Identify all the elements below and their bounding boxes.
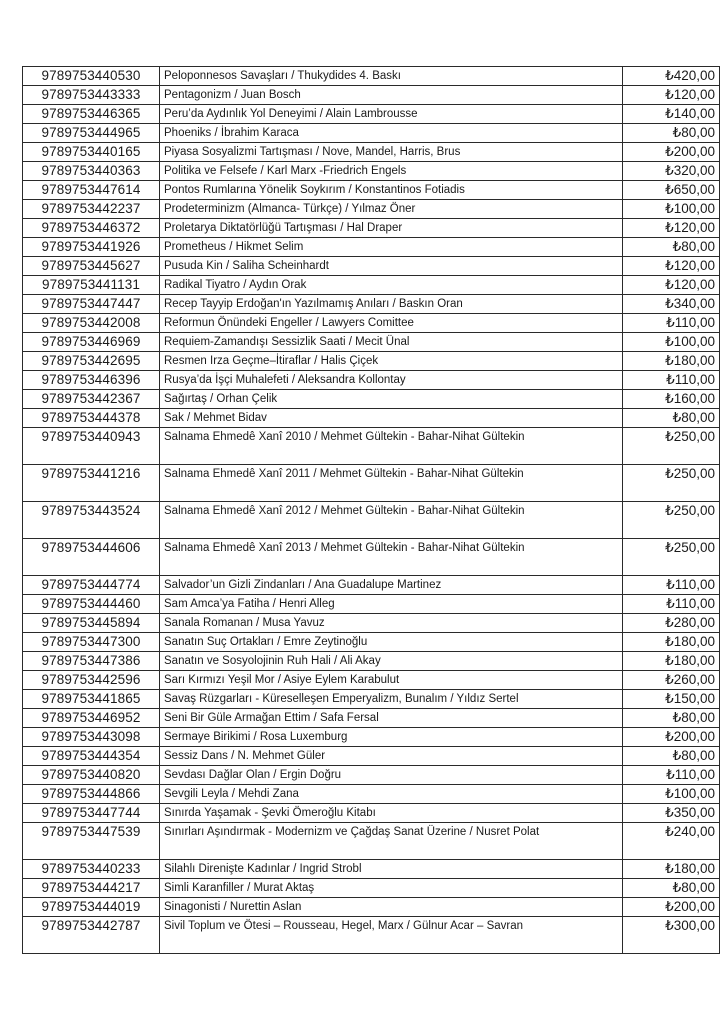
isbn-cell: 9789753447300 xyxy=(23,633,160,652)
book-price-table xyxy=(22,66,720,954)
price-cell: ₺340,00 xyxy=(623,295,720,314)
isbn-cell: 9789753441926 xyxy=(23,238,160,257)
table-row xyxy=(23,690,720,709)
isbn-cell: 9789753444774 xyxy=(23,576,160,595)
table-row xyxy=(23,409,720,428)
price-cell: ₺180,00 xyxy=(623,633,720,652)
title-author-cell: Phoeniks / İbrahim Karaca xyxy=(160,124,623,143)
price-cell: ₺180,00 xyxy=(623,352,720,371)
table-row xyxy=(23,276,720,295)
table-row xyxy=(23,633,720,652)
isbn-cell: 9789753444019 xyxy=(23,898,160,917)
title-author-cell: Piyasa Sosyalizmi Tartışması / Nove, Mandel, Harris, Brus xyxy=(160,143,623,162)
isbn-cell: 9789753446969 xyxy=(23,333,160,352)
title-author-cell: Simli Karanfiller / Murat Aktaş xyxy=(160,879,623,898)
isbn-cell: 9789753446396 xyxy=(23,371,160,390)
isbn-cell: 9789753444866 xyxy=(23,785,160,804)
table-row xyxy=(23,200,720,219)
table-row xyxy=(23,67,720,86)
price-cell: ₺120,00 xyxy=(623,219,720,238)
isbn-cell: 9789753445894 xyxy=(23,614,160,633)
price-cell: ₺80,00 xyxy=(623,747,720,766)
price-cell: ₺240,00 xyxy=(623,823,720,860)
isbn-cell: 9789753447447 xyxy=(23,295,160,314)
title-author-cell: Sanala Romanan / Musa Yavuz xyxy=(160,614,623,633)
title-author-cell: Sivil Toplum ve Ötesi – Rousseau, Hegel, Marx / Gülnur Acar – Savran xyxy=(160,917,623,954)
table-row xyxy=(23,785,720,804)
title-author-cell: Recep Tayyip Erdoğan'ın Yazılmamış Anıları / Baskın Oran xyxy=(160,295,623,314)
price-cell: ₺100,00 xyxy=(623,200,720,219)
price-cell: ₺250,00 xyxy=(623,539,720,576)
title-author-cell: Sağırtaş / Orhan Çelik xyxy=(160,390,623,409)
isbn-cell: 9789753446365 xyxy=(23,105,160,124)
title-author-cell: Sınırda Yaşamak - Şevki Ömeroğlu Kitabı xyxy=(160,804,623,823)
table-row xyxy=(23,371,720,390)
isbn-cell: 9789753446372 xyxy=(23,219,160,238)
title-author-cell: Sinagonisti / Nurettin Aslan xyxy=(160,898,623,917)
isbn-cell: 9789753441216 xyxy=(23,465,160,502)
table-row xyxy=(23,428,720,465)
price-cell: ₺110,00 xyxy=(623,576,720,595)
isbn-cell: 9789753440820 xyxy=(23,766,160,785)
title-author-cell: Resmen Irza Geçme–İtiraflar / Halis Çiçek xyxy=(160,352,623,371)
title-author-cell: Savaş Rüzgarları - Küreselleşen Emperyalizm, Bunalım / Yıldız Sertel xyxy=(160,690,623,709)
title-author-cell: Politika ve Felsefe / Karl Marx -Friedrich Engels xyxy=(160,162,623,181)
price-cell: ₺300,00 xyxy=(623,917,720,954)
title-author-cell: Seni Bir Güle Armağan Ettim / Safa Fersal xyxy=(160,709,623,728)
price-cell: ₺100,00 xyxy=(623,785,720,804)
price-cell: ₺650,00 xyxy=(623,181,720,200)
price-cell: ₺80,00 xyxy=(623,409,720,428)
title-author-cell: Sessiz Dans / N. Mehmet Güler xyxy=(160,747,623,766)
price-cell: ₺200,00 xyxy=(623,728,720,747)
table-row xyxy=(23,671,720,690)
price-cell: ₺200,00 xyxy=(623,143,720,162)
title-author-cell: Salnama Ehmedê Xanî 2013 / Mehmet Gültekin - Bahar-Nihat Gültekin xyxy=(160,539,623,576)
isbn-cell: 9789753442367 xyxy=(23,390,160,409)
price-cell: ₺350,00 xyxy=(623,804,720,823)
table-row xyxy=(23,709,720,728)
title-author-cell: Prometheus / Hikmet Selim xyxy=(160,238,623,257)
price-cell: ₺250,00 xyxy=(623,428,720,465)
title-author-cell: Sınırları Aşındırmak - Modernizm ve Çağdaş Sanat Üzerine / Nusret Polat xyxy=(160,823,623,860)
isbn-cell: 9789753440530 xyxy=(23,67,160,86)
title-author-cell: Pentagonizm / Juan Bosch xyxy=(160,86,623,105)
isbn-cell: 9789753447539 xyxy=(23,823,160,860)
isbn-cell: 9789753442695 xyxy=(23,352,160,371)
price-cell: ₺110,00 xyxy=(623,371,720,390)
isbn-cell: 9789753447386 xyxy=(23,652,160,671)
table-row xyxy=(23,728,720,747)
title-author-cell: Sam Amca’ya Fatiha / Henri Alleg xyxy=(160,595,623,614)
table-row xyxy=(23,314,720,333)
isbn-cell: 9789753444217 xyxy=(23,879,160,898)
price-cell: ₺250,00 xyxy=(623,465,720,502)
table-row xyxy=(23,898,720,917)
table-row xyxy=(23,162,720,181)
isbn-cell: 9789753443098 xyxy=(23,728,160,747)
title-author-cell: Silahlı Direnişte Kadınlar / Ingrid Strobl xyxy=(160,860,623,879)
isbn-cell: 9789753440165 xyxy=(23,143,160,162)
title-author-cell: Peru’da Aydınlık Yol Deneyimi / Alain Lambrousse xyxy=(160,105,623,124)
title-author-cell: Sermaye Birikimi / Rosa Luxemburg xyxy=(160,728,623,747)
price-cell: ₺140,00 xyxy=(623,105,720,124)
title-author-cell: Peloponnesos Savaşları / Thukydides 4. Baskı xyxy=(160,67,623,86)
title-author-cell: Proletarya Diktatörlüğü Tartışması / Hal Draper xyxy=(160,219,623,238)
table-row xyxy=(23,804,720,823)
title-author-cell: Radikal Tiyatro / Aydın Orak xyxy=(160,276,623,295)
isbn-cell: 9789753444460 xyxy=(23,595,160,614)
table-row xyxy=(23,502,720,539)
isbn-cell: 9789753440233 xyxy=(23,860,160,879)
price-cell: ₺260,00 xyxy=(623,671,720,690)
table-row xyxy=(23,390,720,409)
table-row xyxy=(23,747,720,766)
table-row xyxy=(23,917,720,954)
price-cell: ₺80,00 xyxy=(623,709,720,728)
isbn-cell: 9789753442787 xyxy=(23,917,160,954)
title-author-cell: Sak / Mehmet Bidav xyxy=(160,409,623,428)
table-row xyxy=(23,576,720,595)
table-row xyxy=(23,539,720,576)
isbn-cell: 9789753444965 xyxy=(23,124,160,143)
isbn-cell: 9789753442596 xyxy=(23,671,160,690)
title-author-cell: Requiem-Zamandışı Sessizlik Saati / Mecit Ünal xyxy=(160,333,623,352)
price-cell: ₺250,00 xyxy=(623,502,720,539)
price-cell: ₺200,00 xyxy=(623,898,720,917)
table-row xyxy=(23,181,720,200)
table-row xyxy=(23,860,720,879)
table-row xyxy=(23,86,720,105)
price-cell: ₺110,00 xyxy=(623,314,720,333)
title-author-cell: Pontos Rumlarına Yönelik Soykırım / Konstantinos Fotiadis xyxy=(160,181,623,200)
table-body xyxy=(23,67,720,954)
isbn-cell: 9789753447614 xyxy=(23,181,160,200)
title-author-cell: Prodeterminizm (Almanca- Türkçe) / Yılmaz Öner xyxy=(160,200,623,219)
title-author-cell: Salnama Ehmedê Xanî 2010 / Mehmet Gültekin - Bahar-Nihat Gültekin xyxy=(160,428,623,465)
table-row xyxy=(23,105,720,124)
isbn-cell: 9789753443524 xyxy=(23,502,160,539)
price-cell: ₺120,00 xyxy=(623,276,720,295)
title-author-cell: Reformun Önündeki Engeller / Lawyers Comittee xyxy=(160,314,623,333)
table-row xyxy=(23,333,720,352)
isbn-cell: 9789753444354 xyxy=(23,747,160,766)
isbn-cell: 9789753440363 xyxy=(23,162,160,181)
table-row xyxy=(23,614,720,633)
title-author-cell: Salnama Ehmedê Xanî 2012 / Mehmet Gültekin - Bahar-Nihat Gültekin xyxy=(160,502,623,539)
title-author-cell: Sevdası Dağlar Olan / Ergin Doğru xyxy=(160,766,623,785)
table-row xyxy=(23,143,720,162)
title-author-cell: Rusya’da İşçi Muhalefeti / Aleksandra Kollontay xyxy=(160,371,623,390)
table-row xyxy=(23,295,720,314)
isbn-cell: 9789753444378 xyxy=(23,409,160,428)
title-author-cell: Sanatın Suç Ortakları / Emre Zeytinoğlu xyxy=(160,633,623,652)
price-cell: ₺180,00 xyxy=(623,860,720,879)
table-row xyxy=(23,879,720,898)
table-row xyxy=(23,257,720,276)
isbn-cell: 9789753441131 xyxy=(23,276,160,295)
table-row xyxy=(23,238,720,257)
price-cell: ₺420,00 xyxy=(623,67,720,86)
price-cell: ₺280,00 xyxy=(623,614,720,633)
title-author-cell: Pusuda Kin / Saliha Scheinhardt xyxy=(160,257,623,276)
title-author-cell: Sanatın ve Sosyolojinin Ruh Hali / Ali Akay xyxy=(160,652,623,671)
table-row xyxy=(23,124,720,143)
title-author-cell: Salvador’un Gizli Zindanları / Ana Guadalupe Martinez xyxy=(160,576,623,595)
isbn-cell: 9789753443333 xyxy=(23,86,160,105)
price-cell: ₺80,00 xyxy=(623,879,720,898)
table-row xyxy=(23,595,720,614)
title-author-cell: Sarı Kırmızı Yeşil Mor / Asiye Eylem Karabulut xyxy=(160,671,623,690)
price-cell: ₺120,00 xyxy=(623,257,720,276)
price-cell: ₺160,00 xyxy=(623,390,720,409)
price-list-page xyxy=(22,66,717,954)
isbn-cell: 9789753442237 xyxy=(23,200,160,219)
isbn-cell: 9789753442008 xyxy=(23,314,160,333)
price-cell: ₺110,00 xyxy=(623,595,720,614)
table-row xyxy=(23,652,720,671)
price-cell: ₺110,00 xyxy=(623,766,720,785)
table-row xyxy=(23,766,720,785)
isbn-cell: 9789753447744 xyxy=(23,804,160,823)
table-row xyxy=(23,352,720,371)
table-row xyxy=(23,219,720,238)
price-cell: ₺320,00 xyxy=(623,162,720,181)
isbn-cell: 9789753441865 xyxy=(23,690,160,709)
price-cell: ₺120,00 xyxy=(623,86,720,105)
isbn-cell: 9789753440943 xyxy=(23,428,160,465)
price-cell: ₺80,00 xyxy=(623,124,720,143)
title-author-cell: Salnama Ehmedê Xanî 2011 / Mehmet Gültekin - Bahar-Nihat Gültekin xyxy=(160,465,623,502)
price-cell: ₺100,00 xyxy=(623,333,720,352)
price-cell: ₺180,00 xyxy=(623,652,720,671)
isbn-cell: 9789753446952 xyxy=(23,709,160,728)
table-row xyxy=(23,823,720,860)
table-row xyxy=(23,465,720,502)
isbn-cell: 9789753445627 xyxy=(23,257,160,276)
price-cell: ₺150,00 xyxy=(623,690,720,709)
title-author-cell: Sevgili Leyla / Mehdi Zana xyxy=(160,785,623,804)
price-cell: ₺80,00 xyxy=(623,238,720,257)
isbn-cell: 9789753444606 xyxy=(23,539,160,576)
